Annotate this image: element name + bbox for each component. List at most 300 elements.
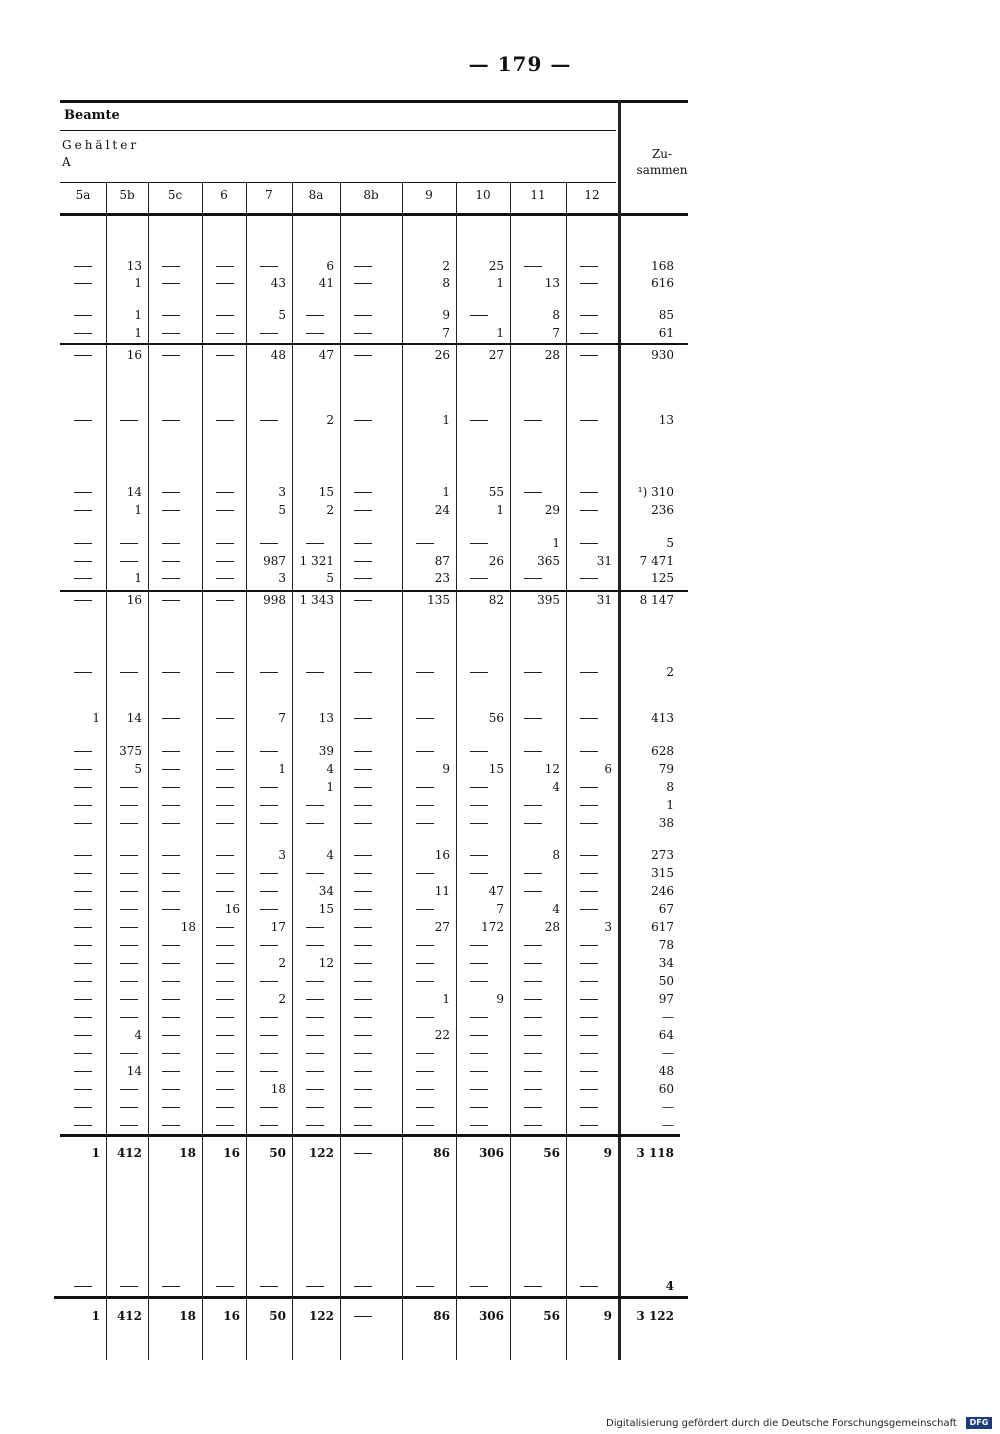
table-cell-dash [354, 1286, 372, 1287]
table-cell-dash [416, 751, 434, 752]
table-cell: 8 [442, 276, 450, 290]
table-cell: 8 [552, 308, 560, 322]
table-cell-dash [74, 873, 92, 874]
table-top-rule [60, 100, 688, 103]
table-cell-dash [260, 873, 278, 874]
table-cell: 12 [544, 762, 560, 776]
table-cell-dash [580, 315, 598, 316]
table-cell-dash [470, 873, 488, 874]
table-cell: 4 [326, 848, 334, 862]
subheader-rule [60, 182, 616, 183]
table-cell: 2 [442, 259, 450, 273]
table-cell-dash [580, 873, 598, 874]
table-cell: 1 [134, 503, 142, 517]
table-cell-dash [260, 891, 278, 892]
table-cell: 16 [434, 848, 450, 862]
table-cell-dash [470, 823, 488, 824]
table-cell-dash [162, 543, 180, 544]
table-cell-dash [74, 1125, 92, 1126]
table-cell-dash [354, 1071, 372, 1072]
table-cell-dash [162, 1053, 180, 1054]
table-cell-dash [580, 1017, 598, 1018]
table-cell-dash [74, 420, 92, 421]
table-cell: 86 [433, 1309, 450, 1323]
table-cell-dash [580, 1071, 598, 1072]
table-cell-dash [416, 873, 434, 874]
total-cell: 60 [658, 1082, 674, 1096]
table-cell-dash [162, 266, 180, 267]
table-cell-dash [162, 420, 180, 421]
table-cell: 16 [224, 902, 240, 916]
table-cell-dash [306, 1035, 324, 1036]
table-cell: 1 [326, 780, 334, 794]
table-cell-dash [162, 891, 180, 892]
table-cell: 15 [318, 485, 334, 499]
table-cell-dash [120, 1017, 138, 1018]
table-cell-dash [216, 510, 234, 511]
table-cell: 7 [496, 902, 504, 916]
table-cell: 28 [544, 348, 560, 362]
table-cell: 998 [263, 593, 286, 607]
table-cell-dash [524, 963, 542, 964]
table-cell-dash [354, 510, 372, 511]
total-cell: 7 471 [639, 554, 674, 568]
table-cell-dash [416, 805, 434, 806]
table-cell-dash [524, 1107, 542, 1108]
column-header: 6 [220, 188, 228, 202]
table-cell-dash [120, 1089, 138, 1090]
table-cell-dash [580, 333, 598, 334]
table-cell-dash [354, 927, 372, 928]
header-group: A [62, 155, 71, 169]
table-cell: 2 [278, 956, 286, 970]
table-cell-dash [470, 1125, 488, 1126]
table-cell-dash [216, 1017, 234, 1018]
table-cell: 9 [442, 762, 450, 776]
total-cell: 67 [658, 902, 674, 916]
table-cell-dash [416, 963, 434, 964]
table-cell: 1 [91, 1309, 100, 1323]
table-cell-dash [580, 1286, 598, 1287]
total-cell: 628 [651, 744, 674, 758]
table-cell-dash [580, 718, 598, 719]
table-cell-dash [470, 963, 488, 964]
table-cell-dash [354, 1035, 372, 1036]
table-cell: 16 [126, 348, 142, 362]
section-rule [60, 343, 688, 345]
table-cell: 18 [179, 1309, 196, 1323]
table-cell-dash [354, 805, 372, 806]
column-header: 5b [119, 188, 135, 202]
table-cell-dash [216, 769, 234, 770]
table-cell-dash [416, 1286, 434, 1287]
table-cell-dash [74, 909, 92, 910]
column-header: 7 [265, 188, 273, 202]
table-cell: 31 [596, 554, 612, 568]
table-cell-dash [216, 600, 234, 601]
total-cell: 413 [651, 711, 674, 725]
table-cell-dash [162, 1017, 180, 1018]
statistics-table [60, 100, 690, 1360]
table-cell-dash [354, 355, 372, 356]
table-cell-dash [470, 945, 488, 946]
table-cell-dash [524, 751, 542, 752]
column-header: 5c [167, 188, 183, 202]
table-cell-dash [524, 266, 542, 267]
table-cell-dash [120, 561, 138, 562]
table-cell-dash [162, 1071, 180, 1072]
table-cell-dash [580, 1053, 598, 1054]
table-cell: 5 [278, 503, 286, 517]
table-cell-dash [580, 355, 598, 356]
table-cell: 24 [434, 503, 450, 517]
table-cell-dash [162, 963, 180, 964]
table-cell-dash [120, 1125, 138, 1126]
table-cell: 2 [278, 992, 286, 1006]
table-cell-dash [74, 1035, 92, 1036]
table-cell-dash [162, 561, 180, 562]
table-cell: 7 [278, 711, 286, 725]
table-cell-dash [74, 891, 92, 892]
table-cell-dash [162, 855, 180, 856]
table-cell-dash [306, 1107, 324, 1108]
table-cell-dash [306, 873, 324, 874]
table-cell: 56 [543, 1309, 560, 1323]
table-cell-dash [306, 981, 324, 982]
table-cell-dash [162, 333, 180, 334]
table-cell-dash [216, 1035, 234, 1036]
table-cell-dash [260, 909, 278, 910]
table-cell: 16 [223, 1309, 240, 1323]
digitization-credit: Digitalisierung gefördert durch die Deutsche Forschungsgemeinschaft [606, 1418, 957, 1429]
table-cell: 47 [318, 348, 334, 362]
table-cell-dash [162, 1125, 180, 1126]
table-cell-dash [162, 510, 180, 511]
table-cell: 17 [270, 920, 286, 934]
table-cell-dash [74, 787, 92, 788]
table-cell-dash [524, 1053, 542, 1054]
table-cell: 50 [269, 1146, 286, 1160]
table-cell-dash [306, 805, 324, 806]
table-cell-dash [524, 981, 542, 982]
table-cell: 14 [126, 1064, 142, 1078]
total-cell: — [662, 1046, 674, 1060]
table-cell-dash [74, 283, 92, 284]
table-cell-dash [416, 672, 434, 673]
table-cell-dash [162, 492, 180, 493]
table-cell: 28 [544, 920, 560, 934]
table-cell-dash [120, 823, 138, 824]
table-cell-dash [354, 283, 372, 284]
table-cell-dash [306, 1071, 324, 1072]
table-cell-dash [260, 1107, 278, 1108]
table-cell-dash [260, 1286, 278, 1287]
table-cell: 365 [537, 554, 560, 568]
table-cell-dash [74, 510, 92, 511]
total-cell: 5 [666, 536, 674, 550]
table-cell: 395 [537, 593, 560, 607]
table-cell-dash [354, 769, 372, 770]
table-cell: 56 [488, 711, 504, 725]
table-cell: 122 [308, 1309, 334, 1323]
table-cell-dash [74, 561, 92, 562]
total-separator [618, 100, 621, 1360]
table-cell-dash [354, 718, 372, 719]
table-cell-dash [416, 718, 434, 719]
table-cell: 4 [552, 780, 560, 794]
table-cell-dash [580, 855, 598, 856]
total-cell: 273 [651, 848, 674, 862]
table-cell-dash [354, 891, 372, 892]
table-cell-dash [470, 855, 488, 856]
table-cell: 13 [318, 711, 334, 725]
table-cell-dash [120, 543, 138, 544]
table-cell: 56 [543, 1146, 560, 1160]
table-cell: 2 [326, 503, 334, 517]
table-cell-dash [216, 1125, 234, 1126]
table-cell-dash [162, 787, 180, 788]
table-cell: 1 321 [299, 554, 334, 568]
table-cell: 22 [434, 1028, 450, 1042]
table-cell: 26 [488, 554, 504, 568]
table-cell: 14 [126, 711, 142, 725]
table-cell: 43 [270, 276, 286, 290]
table-cell: 7 [442, 326, 450, 340]
table-cell-dash [162, 355, 180, 356]
table-cell: 55 [488, 485, 504, 499]
table-cell-dash [416, 787, 434, 788]
table-cell-dash [354, 751, 372, 752]
table-cell-dash [74, 855, 92, 856]
table-cell-dash [260, 266, 278, 267]
table-cell-dash [524, 999, 542, 1000]
table-cell: 306 [478, 1309, 504, 1323]
table-cell-dash [416, 1089, 434, 1090]
header-subtitle: Gehälter [62, 138, 140, 152]
table-cell-dash [354, 963, 372, 964]
table-cell-dash [580, 945, 598, 946]
table-cell-dash [580, 1107, 598, 1108]
table-cell-dash [306, 1017, 324, 1018]
table-cell-dash [354, 1107, 372, 1108]
table-cell-dash [416, 909, 434, 910]
table-cell-dash [416, 1071, 434, 1072]
table-cell-dash [216, 855, 234, 856]
table-cell-dash [354, 266, 372, 267]
table-cell-dash [580, 981, 598, 982]
table-cell-dash [216, 823, 234, 824]
table-cell-dash [162, 999, 180, 1000]
total-cell: — [662, 1010, 674, 1024]
table-cell: 375 [119, 744, 142, 758]
column-header: 11 [530, 188, 546, 202]
table-cell-dash [354, 873, 372, 874]
table-cell-dash [580, 510, 598, 511]
total-cell: — [662, 1100, 674, 1114]
table-cell: 135 [427, 593, 450, 607]
table-cell-dash [470, 787, 488, 788]
table-cell: 9 [442, 308, 450, 322]
table-cell-dash [470, 1035, 488, 1036]
table-cell-dash [580, 543, 598, 544]
table-cell-dash [74, 355, 92, 356]
table-cell-dash [580, 999, 598, 1000]
table-cell: 1 [92, 711, 100, 725]
table-cell-dash [120, 1286, 138, 1287]
table-cell: 6 [326, 259, 334, 273]
table-cell-dash [74, 543, 92, 544]
table-cell: 12 [318, 956, 334, 970]
table-cell-dash [162, 600, 180, 601]
table-cell: 39 [318, 744, 334, 758]
column-header: 8b [363, 188, 379, 202]
total-cell: 4 [665, 1279, 674, 1293]
table-cell: 16 [223, 1146, 240, 1160]
table-cell: 15 [318, 902, 334, 916]
table-cell-dash [216, 873, 234, 874]
table-cell: 172 [481, 920, 504, 934]
total-cell: 236 [651, 503, 674, 517]
table-cell-dash [260, 543, 278, 544]
table-cell-dash [120, 420, 138, 421]
table-cell-dash [216, 718, 234, 719]
total-cell: 315 [651, 866, 674, 880]
table-cell-dash [470, 805, 488, 806]
table-cell-dash [470, 1071, 488, 1072]
table-cell-dash [580, 1035, 598, 1036]
table-cell: 13 [544, 276, 560, 290]
table-cell-dash [416, 1053, 434, 1054]
table-cell-dash [216, 283, 234, 284]
table-cell-dash [216, 578, 234, 579]
table-cell-dash [354, 981, 372, 982]
table-cell-dash [524, 1071, 542, 1072]
table-cell-dash [354, 909, 372, 910]
table-cell-dash [260, 1053, 278, 1054]
table-cell: 86 [433, 1146, 450, 1160]
table-cell-dash [354, 787, 372, 788]
table-cell-dash [74, 333, 92, 334]
table-cell-dash [216, 561, 234, 562]
table-cell-dash [162, 578, 180, 579]
total-cell: 50 [658, 974, 674, 988]
table-cell: 4 [326, 762, 334, 776]
dfg-logo: DFG [966, 1417, 992, 1429]
column-header: 9 [425, 188, 433, 202]
table-cell-dash [580, 891, 598, 892]
table-cell-dash [162, 945, 180, 946]
table-cell-dash [416, 945, 434, 946]
table-cell-dash [580, 420, 598, 421]
table-cell-dash [524, 420, 542, 421]
table-cell: 1 [278, 762, 286, 776]
total-cell: 616 [651, 276, 674, 290]
table-cell-dash [216, 787, 234, 788]
table-cell-dash [120, 891, 138, 892]
table-cell-dash [216, 315, 234, 316]
table-cell-dash [306, 672, 324, 673]
table-cell: 5 [134, 762, 142, 776]
table-cell-dash [306, 1286, 324, 1287]
total-cell: 3 122 [636, 1309, 674, 1323]
table-cell-dash [580, 283, 598, 284]
table-cell-dash [162, 718, 180, 719]
table-cell-dash [524, 492, 542, 493]
table-cell-dash [120, 981, 138, 982]
table-cell-dash [74, 963, 92, 964]
table-cell: 16 [126, 593, 142, 607]
table-cell-dash [354, 1153, 372, 1154]
table-cell: 1 [134, 326, 142, 340]
table-cell: 1 [442, 992, 450, 1006]
column-header: 10 [475, 188, 491, 202]
table-cell-dash [260, 420, 278, 421]
total-cell: 79 [658, 762, 674, 776]
table-cell-dash [260, 1017, 278, 1018]
table-cell-dash [260, 945, 278, 946]
table-cell-dash [524, 823, 542, 824]
table-cell-dash [354, 315, 372, 316]
table-cell-dash [260, 787, 278, 788]
total-cell: 97 [658, 992, 674, 1006]
table-cell-dash [524, 1286, 542, 1287]
table-cell-dash [306, 999, 324, 1000]
table-cell-dash [162, 1035, 180, 1036]
table-cell: 27 [434, 920, 450, 934]
table-cell: 1 [442, 413, 450, 427]
total-cell: — [662, 1118, 674, 1132]
total-cell: ¹) 310 [637, 485, 674, 499]
table-cell: 1 343 [299, 593, 334, 607]
header-bottom-rule [60, 213, 688, 216]
table-cell: 5 [278, 308, 286, 322]
table-cell-dash [580, 672, 598, 673]
total-cell: 85 [658, 308, 674, 322]
table-cell-dash [354, 1125, 372, 1126]
table-cell-dash [120, 1053, 138, 1054]
section-rule [60, 1134, 680, 1137]
table-cell-dash [470, 578, 488, 579]
table-cell-dash [162, 315, 180, 316]
table-cell-dash [120, 873, 138, 874]
table-cell-dash [416, 543, 434, 544]
table-cell-dash [470, 751, 488, 752]
table-cell-dash [260, 751, 278, 752]
table-cell: 23 [434, 571, 450, 585]
total-cell: 125 [651, 571, 674, 585]
total-label-line1: Zu- [651, 147, 673, 161]
table-cell-dash [216, 1286, 234, 1287]
table-cell-dash [580, 963, 598, 964]
total-cell: 168 [651, 259, 674, 273]
table-cell-dash [74, 823, 92, 824]
total-cell: 3 118 [636, 1146, 674, 1160]
total-cell: 930 [651, 348, 674, 362]
table-cell-dash [416, 1125, 434, 1126]
table-cell-dash [74, 945, 92, 946]
table-cell: 4 [552, 902, 560, 916]
table-cell-dash [162, 769, 180, 770]
table-cell-dash [162, 805, 180, 806]
table-cell: 47 [488, 884, 504, 898]
table-cell-dash [306, 1125, 324, 1126]
table-cell-dash [354, 1089, 372, 1090]
table-cell-dash [580, 492, 598, 493]
table-cell-dash [470, 1286, 488, 1287]
title-rule [60, 130, 616, 131]
table-cell-dash [354, 1316, 372, 1317]
table-cell-dash [354, 543, 372, 544]
